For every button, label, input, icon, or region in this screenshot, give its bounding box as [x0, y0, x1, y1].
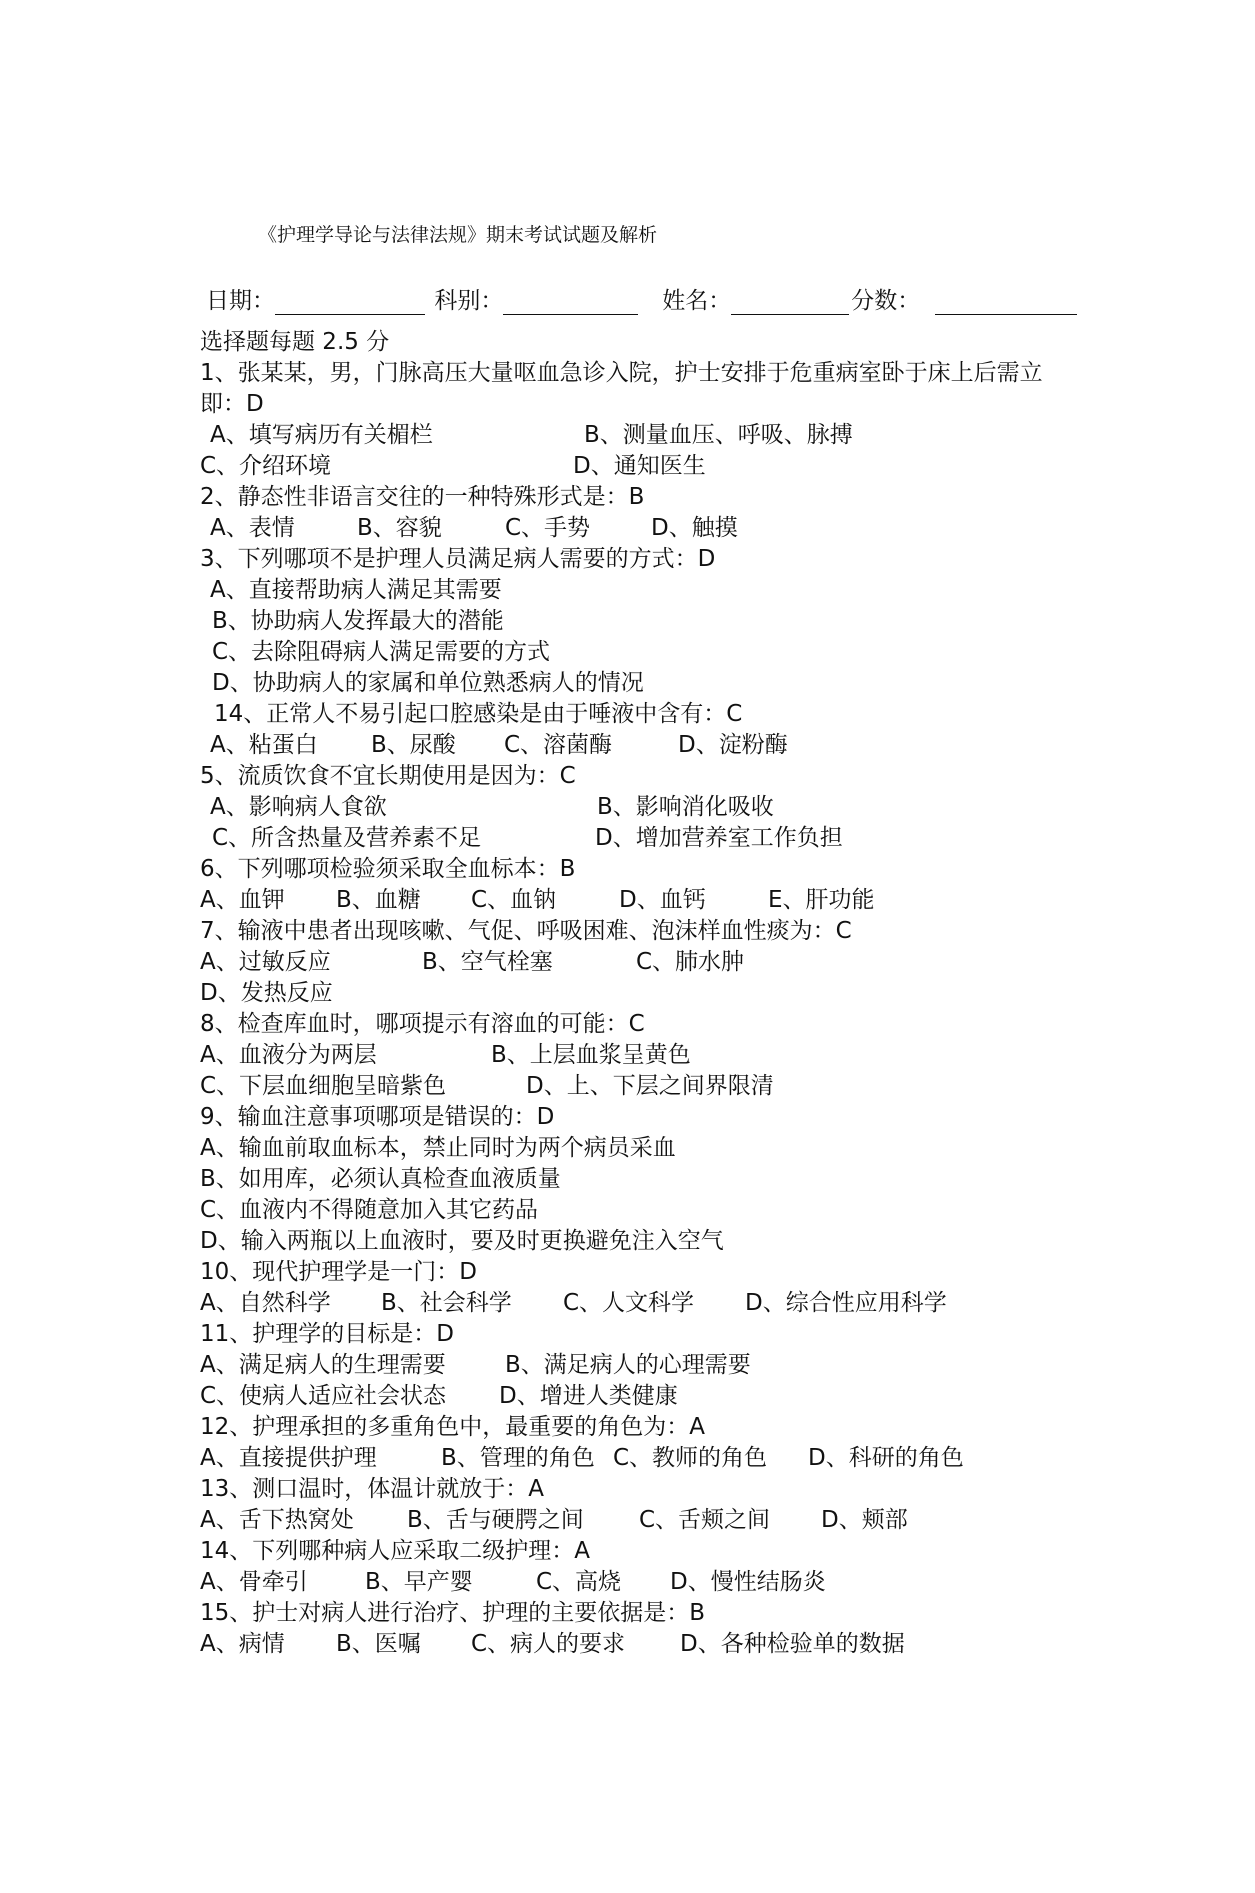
question-11-option-c: C、使病人适应社会状态 [200, 1383, 447, 1409]
question-10-options [200, 1288, 1100, 1319]
question-6-option-c: C、血钠 [471, 887, 557, 913]
question-1-options-ab [200, 420, 1100, 451]
question-3-option-d [200, 668, 1100, 699]
question-11-stem: 11、护理学的目标是：D [200, 1321, 454, 1347]
question-14-option-b: B、早产婴 [365, 1569, 473, 1595]
question-12-options [200, 1443, 1100, 1474]
question-3-option-a [200, 575, 1100, 606]
question-8-options-ab [200, 1040, 1100, 1071]
question-1-stem-cont: 即：D [200, 391, 264, 417]
question-2-option-c: C、手势 [505, 515, 591, 541]
question-7-stem: 7、输液中患者出现咳嗽、气促、呼吸困难、泡沫样血性痰为：C [200, 918, 852, 944]
question-2-option-b: B、容貌 [357, 515, 442, 541]
question-6-options [200, 885, 1100, 916]
subject-blank [503, 290, 638, 315]
name-blank [731, 290, 849, 315]
question-4-option-c: C、溶菌酶 [504, 732, 613, 758]
question-10-option-b: B、社会科学 [381, 1290, 512, 1316]
question-4-option-a: A、粘蛋白 [210, 732, 318, 758]
question-7-option-a: A、过敏反应 [200, 949, 331, 975]
question-6-stem: 6、下列哪项检验须采取全血标本：B [200, 856, 576, 882]
question-10-option-c: C、人文科学 [563, 1290, 695, 1316]
question-14-option-c: C、高烧 [536, 1569, 622, 1595]
question-1-option-d: D、通知医生 [573, 453, 706, 479]
question-14-stem: 14、下列哪种病人应采取二级护理：A [200, 1538, 591, 1564]
question-12-option-b: B、管理的角色 [441, 1445, 595, 1471]
question-3-option-c-text: C、去除阻碍病人满足需要的方式 [212, 639, 551, 665]
question-13-option-a: A、舌下热窝处 [200, 1507, 354, 1533]
question-15-option-a: A、病情 [200, 1631, 285, 1657]
question-3-option-d-text: D、协助病人的家属和单位熟悉病人的情况 [212, 670, 644, 696]
question-7-option-b: B、空气栓塞 [422, 949, 553, 975]
question-7-option-c: C、肺水肿 [636, 949, 745, 975]
question-1-option-a: A、填写病历有关楣栏 [210, 422, 433, 448]
question-3-option-c [200, 637, 1100, 668]
question-4-stem [200, 699, 1100, 730]
question-4-stem-text: 14、正常人不易引起口腔感染是由于唾液中含有：C [214, 701, 743, 727]
question-2-stem: 2、静态性非语言交往的一种特殊形式是：B [200, 484, 645, 510]
question-1-option-b: B、测量血压、呼吸、脉搏 [584, 422, 853, 448]
question-11-options-cd [200, 1381, 1100, 1412]
question-6-option-e: E、肝功能 [768, 887, 875, 913]
score-blank [935, 290, 1077, 315]
question-3-option-a-text: A、直接帮助病人满足其需要 [210, 577, 502, 603]
question-8-option-c: C、下层血细胞呈暗紫色 [200, 1073, 447, 1099]
question-13-stem: 13、测口温时，体温计就放于：A [200, 1476, 545, 1502]
question-9-option-a: A、输血前取血标本，禁止同时为两个病员采血 [200, 1135, 676, 1161]
question-15-option-b: B、医嘱 [336, 1631, 421, 1657]
subject-label: 科别： [434, 288, 504, 314]
date-label: 日期： [206, 288, 275, 314]
question-5-stem: 5、流质饮食不宜长期使用是因为：C [200, 763, 576, 789]
question-12-option-d: D、科研的角色 [808, 1445, 964, 1471]
question-3-stem: 3、下列哪项不是护理人员满足病人需要的方式：D [200, 546, 716, 572]
question-8-options-cd [200, 1071, 1100, 1102]
question-14-option-d: D、慢性结肠炎 [670, 1569, 826, 1595]
question-3-option-b [200, 606, 1100, 637]
question-3-option-b-text: B、协助病人发挥最大的潜能 [212, 608, 504, 634]
question-2-options [200, 513, 1100, 544]
question-1-options-cd [200, 451, 1100, 482]
question-6-option-b: B、血糖 [336, 887, 421, 913]
question-10-stem: 10、现代护理学是一门：D [200, 1259, 477, 1285]
question-14-option-a: A、骨牵引 [200, 1569, 308, 1595]
question-9-option-b: B、如用库，必须认真检查血液质量 [200, 1166, 561, 1192]
question-5-option-b: B、影响消化吸收 [597, 794, 774, 820]
question-15-option-c: C、病人的要求 [471, 1631, 626, 1657]
question-2-option-d: D、触摸 [651, 515, 738, 541]
question-4-option-b: B、尿酸 [371, 732, 456, 758]
question-13-option-d: D、颊部 [821, 1507, 908, 1533]
score-label: 分数： [851, 288, 921, 314]
question-2-option-a: A、表情 [210, 515, 295, 541]
question-10-option-d: D、综合性应用科学 [745, 1290, 947, 1316]
question-12-option-a: A、直接提供护理 [200, 1445, 377, 1471]
question-5-options-cd [200, 823, 1100, 854]
question-13-option-b: B、舌与硬腭之间 [407, 1507, 584, 1533]
question-9-stem: 9、输血注意事项哪项是错误的：D [200, 1104, 555, 1130]
date-blank [275, 290, 425, 315]
question-12-stem: 12、护理承担的多重角色中，最重要的角色为：A [200, 1414, 706, 1440]
question-13-option-c: C、舌颊之间 [639, 1507, 771, 1533]
question-11-options-ab [200, 1350, 1100, 1381]
question-5-options-ab [200, 792, 1100, 823]
question-11-option-b: B、满足病人的心理需要 [505, 1352, 751, 1378]
question-11-option-a: A、满足病人的生理需要 [200, 1352, 446, 1378]
question-4-options [200, 730, 1100, 761]
question-1-option-c: C、介绍环境 [200, 453, 332, 479]
question-5-option-c: C、所含热量及营养素不足 [212, 825, 482, 851]
question-9-option-c: C、血液内不得随意加入其它药品 [200, 1197, 539, 1223]
question-7-options-abc [200, 947, 1100, 978]
question-6-option-d: D、血钙 [619, 887, 706, 913]
question-14-options [200, 1567, 1100, 1598]
question-5-option-a: A、影响病人食欲 [210, 794, 387, 820]
question-15-stem: 15、护士对病人进行治疗、护理的主要依据是：B [200, 1600, 706, 1626]
question-8-option-b: B、上层血浆呈黄色 [491, 1042, 691, 1068]
question-8-option-d: D、上、下层之间界限清 [526, 1073, 774, 1099]
question-9-option-d: D、输入两瓶以上血液时，要及时更换避免注入空气 [200, 1228, 724, 1254]
question-1-stem: 1、张某某，男，门脉高压大量呕血急诊入院，护士安排于危重病室卧于床上后需立 [200, 360, 1043, 386]
question-12-option-c: C、教师的角色 [613, 1445, 768, 1471]
question-list [200, 327, 1100, 1660]
question-13-options [200, 1505, 1100, 1536]
question-5-option-d: D、增加营养室工作负担 [595, 825, 843, 851]
info-line [206, 282, 1079, 315]
question-4-option-d: D、淀粉酶 [678, 732, 788, 758]
question-8-stem: 8、检查库血时，哪项提示有溶血的可能：C [200, 1011, 645, 1037]
question-15-option-d: D、各种检验单的数据 [680, 1631, 905, 1657]
question-7-option-d: D、发热反应 [200, 980, 333, 1006]
question-15-options [200, 1629, 1100, 1660]
section-heading: 选择题每题 2.5 分 [200, 329, 390, 355]
name-label: 姓名： [662, 288, 732, 314]
document-title: 《护理学导论与法律法规》期末考试试题及解析 [258, 224, 658, 246]
question-10-option-a: A、自然科学 [200, 1290, 331, 1316]
question-6-option-a: A、血钾 [200, 887, 285, 913]
question-8-option-a: A、血液分为两层 [200, 1042, 377, 1068]
question-11-option-d: D、增进人类健康 [499, 1383, 678, 1409]
